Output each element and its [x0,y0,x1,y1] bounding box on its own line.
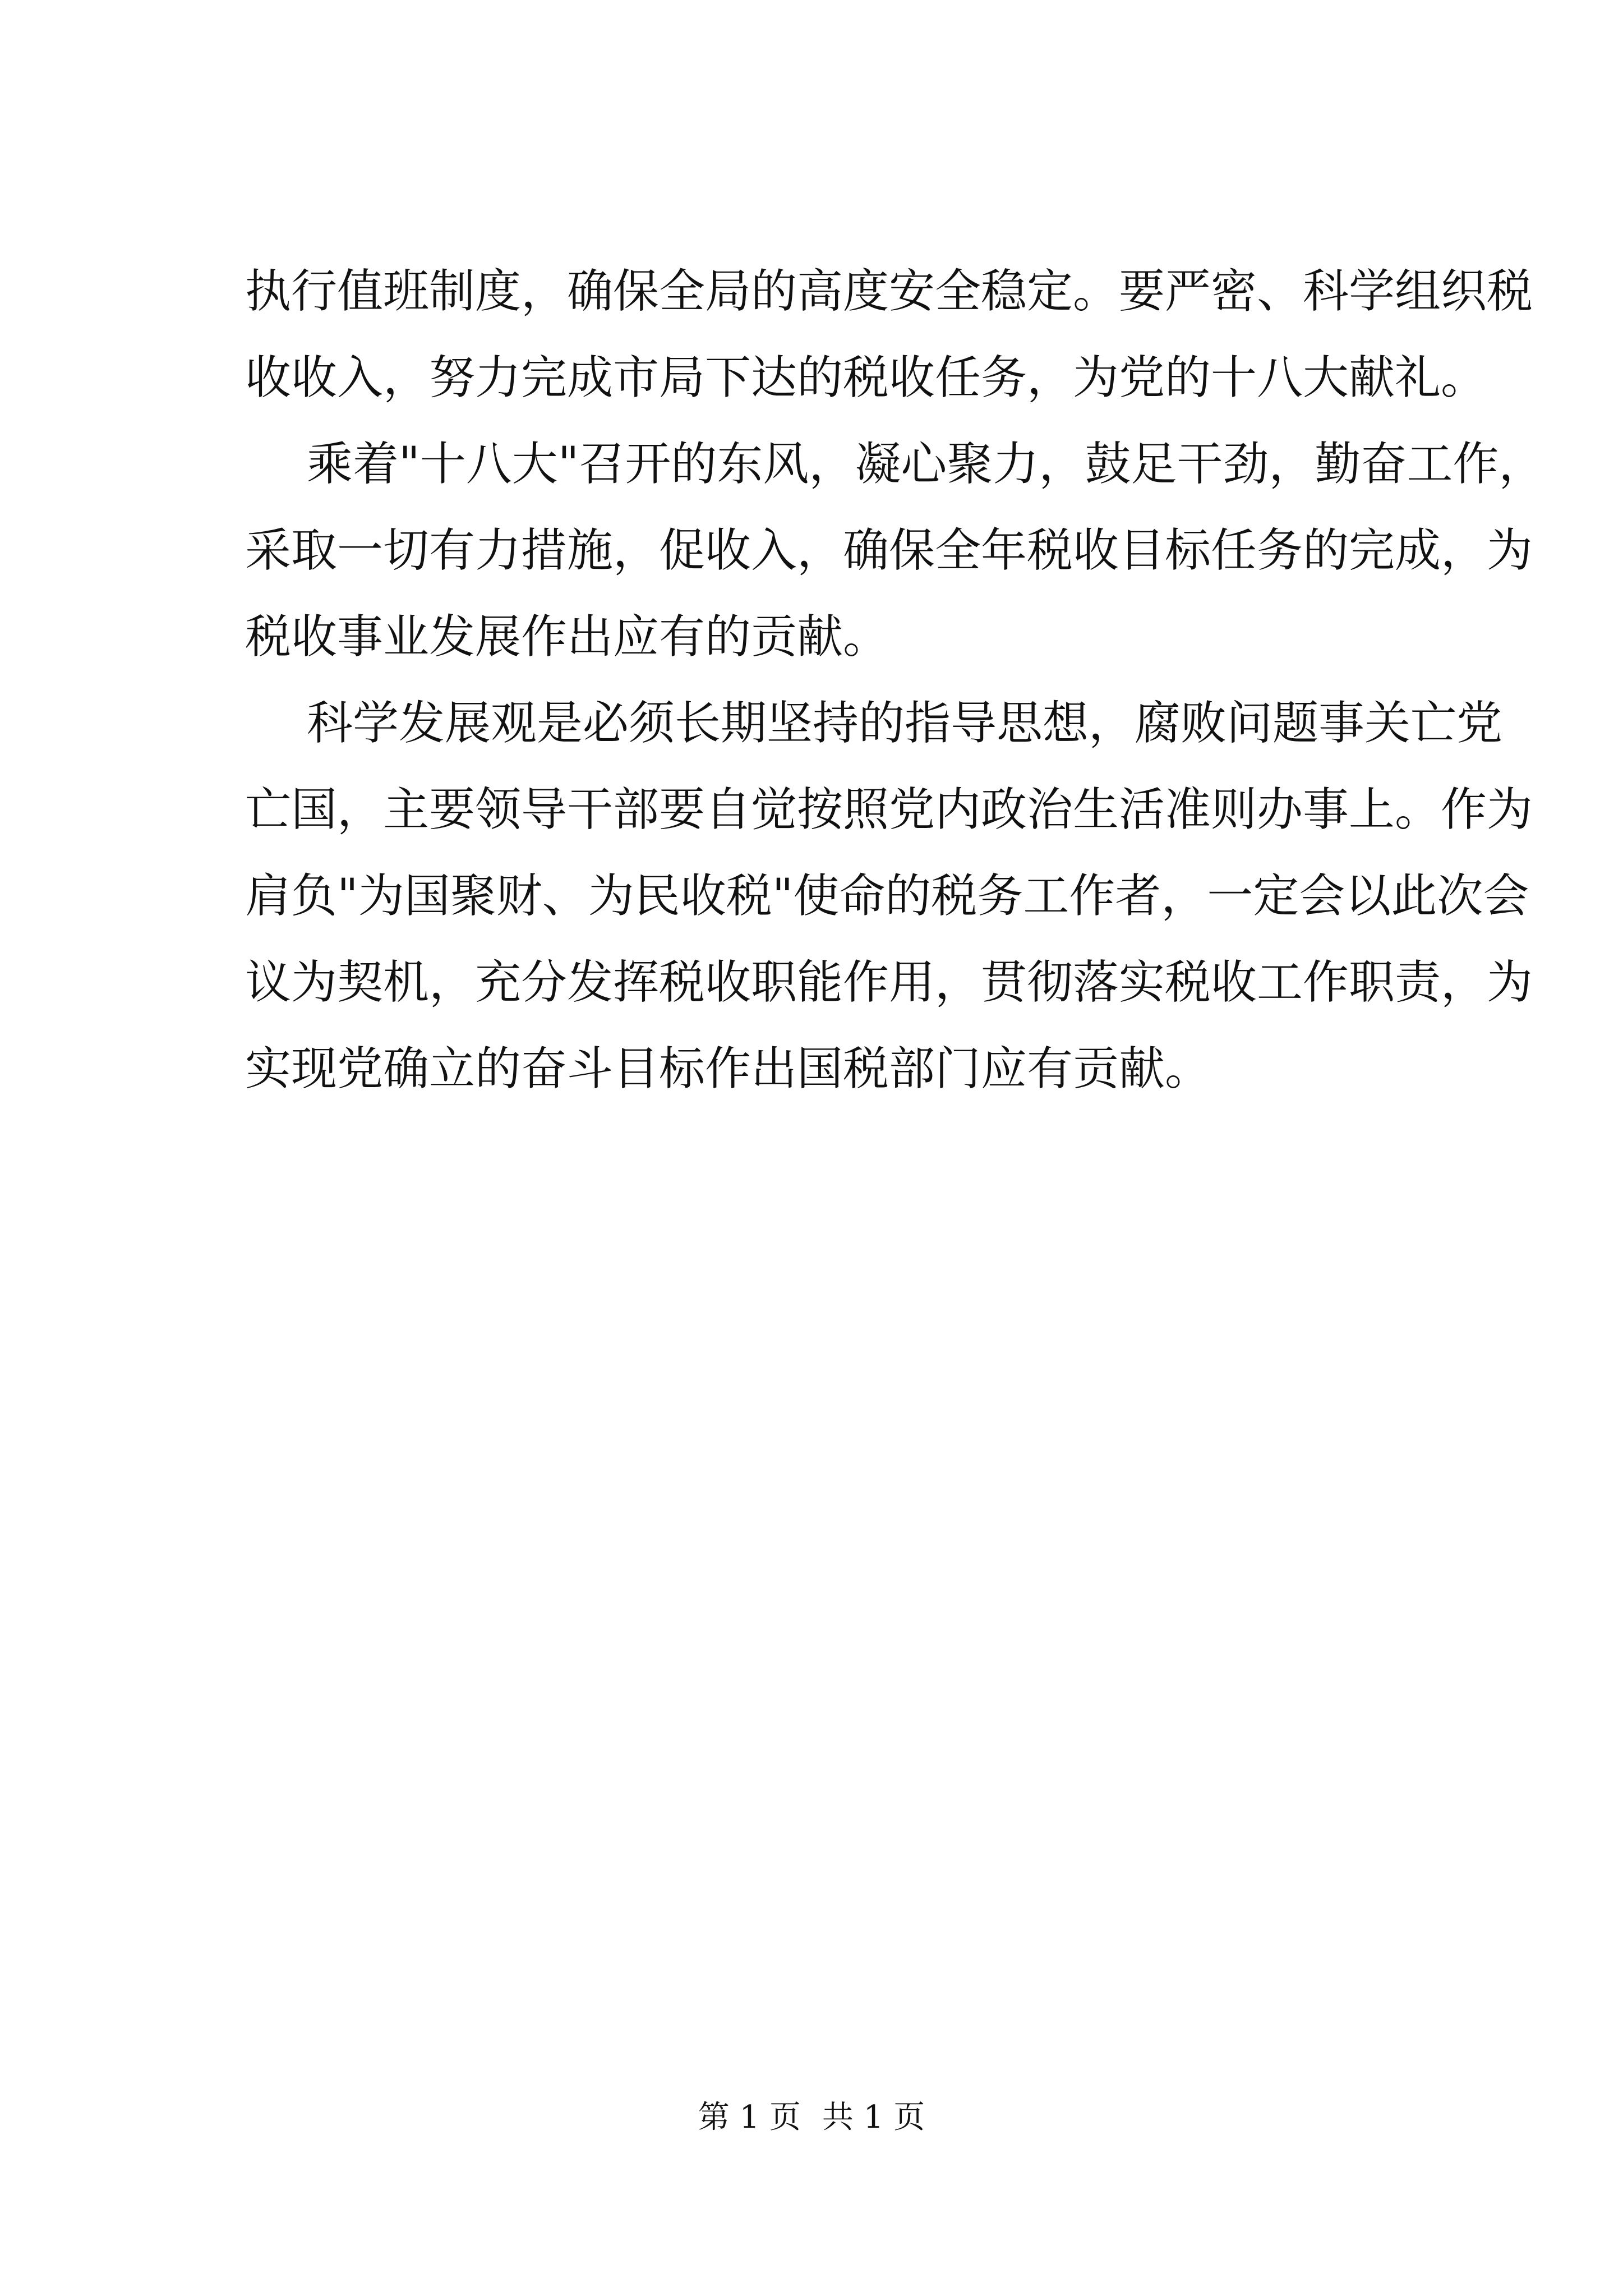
paragraph-1-line-2: 收收入，努力完成市局下达的税收任务，为党的十八大献礼。 [245,351,1487,404]
paragraph-3-line-1: 科学发展观是必须长期坚持的指导思想，腐败问题事关亡党 [307,697,1503,750]
page-number: 第 1 页 [698,2099,801,2136]
paragraph-3-line-3: 肩负"为国聚财、为民收税"使命的税务工作者，一定会以此次会 [245,869,1529,923]
paragraph-2-line-1: 乘着"十八大"召开的东风，凝心聚力，鼓足干劲，勤奋工作， [307,438,1545,491]
page-footer [0,2098,1623,2137]
paragraph-2-line-3: 税收事业发展作出应有的贡献。 [245,610,889,664]
paragraph-2-line-2: 采取一切有力措施，促收入，确保全年税收目标任务的完成，为 [245,524,1533,577]
paragraph-3-line-5: 实现党确立的奋斗目标作出国税部门应有贡献。 [245,1042,1211,1096]
paragraph-3-line-4: 议为契机，充分发挥税收职能作用，贯彻落实税收工作职责，为 [245,956,1533,1009]
document-body [245,265,1545,1130]
page-total: 共 1 页 [822,2099,925,2136]
paragraph-1-line-1: 执行值班制度，确保全局的高度安全稳定。要严密、科学组织税 [245,265,1533,318]
paragraph-3-line-2: 亡国，主要领导干部要自觉按照党内政治生活准则办事上。作为 [245,783,1533,836]
